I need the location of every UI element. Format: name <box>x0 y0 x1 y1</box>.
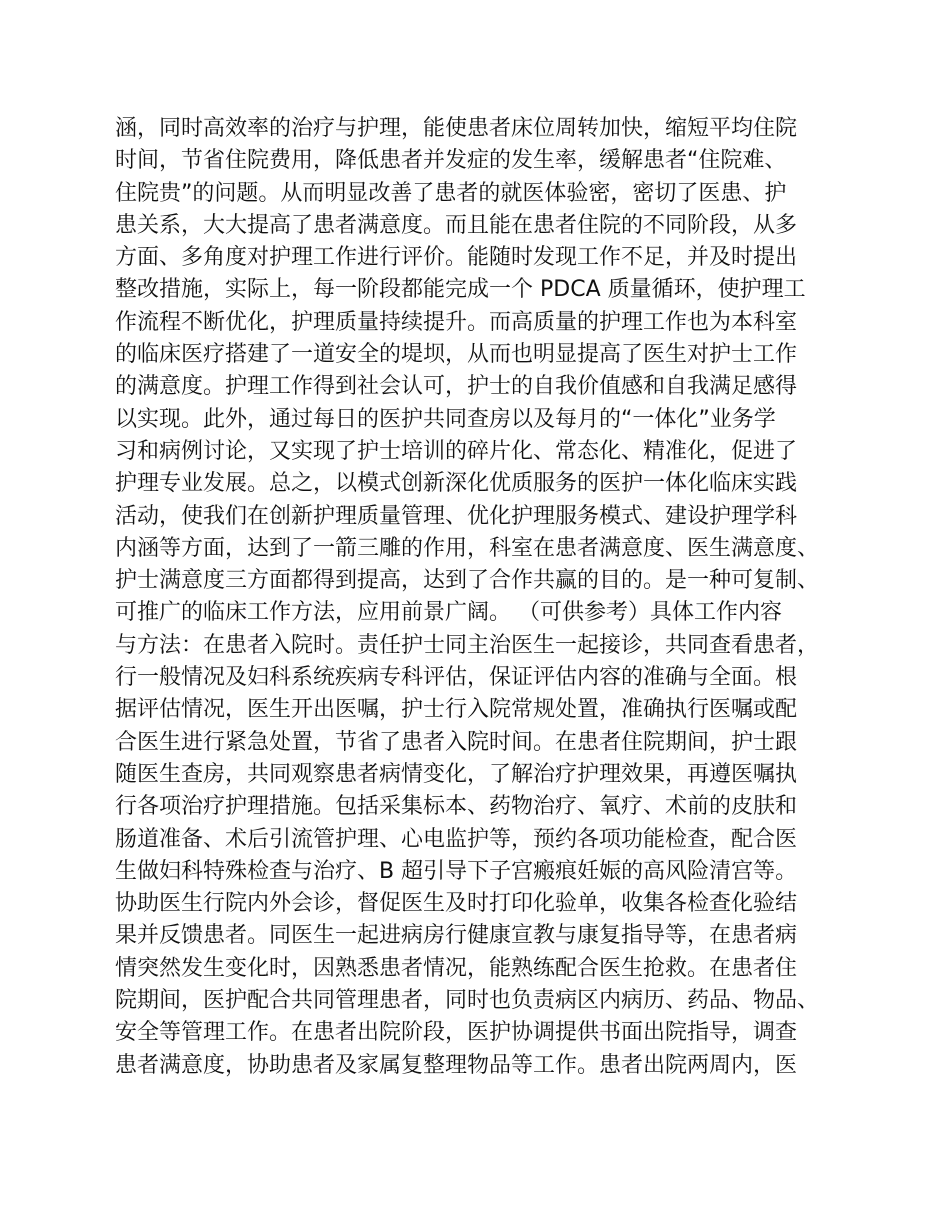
body-text <box>115 113 855 1082</box>
text-line: 肠道准备、术后引流管护理、心电监护等，预约各项功能检查，配合医 <box>115 826 798 852</box>
text-line: 患者满意度，协助患者及家属复整理物品等工作。患者出院两周内，医 <box>115 1052 798 1078</box>
text-line: 院期间，医护配合共同管理患者，同时也负责病区内病历、药品、物品、 <box>115 988 820 1014</box>
text-line: 作流程不断优化，护理质量持续提升。而高质量的护理工作也为本科室 <box>115 309 798 335</box>
text-line: 与方法：在患者入院时。责任护士同主治医生一起接诊，共同查看患者， <box>115 632 820 658</box>
text-line: 护士满意度三方面都得到提高，达到了合作共赢的目的。是一种可复制、 <box>115 568 820 594</box>
text-line: 安全等管理工作。在患者出院阶段，医护协调提供书面出院指导，调查 <box>115 1020 798 1046</box>
text-line: 的临床医疗搭建了一道安全的堤坝，从而也明显提高了医生对护士工作 <box>115 342 798 368</box>
text-line: 可推广的临床工作方法，应用前景广阔。 （可供参考）具体工作内容 <box>115 600 782 626</box>
text-line: 生做妇科特殊检查与治疗、B 超引导下子宫瘢痕妊娠的高风险清宫等。 <box>115 858 798 884</box>
text-line: 果并反馈患者。同医生一起进病房行健康宣教与康复指导等，在患者病 <box>115 923 798 949</box>
text-line: 涵，同时高效率的治疗与护理，能使患者床位周转加快，缩短平均住院 <box>115 116 798 141</box>
text-line: 患关系，大大提高了患者满意度。而且能在患者住院的不同阶段，从多 <box>115 212 798 238</box>
text-line: 合医生进行紧急处置，节省了患者入院时间。在患者住院期间，护士跟 <box>115 729 798 755</box>
text-line: 护理专业发展。总之，以模式创新深化优质服务的医护一体化临床实践 <box>115 471 798 497</box>
text-line: 情突然发生变化时，因熟悉患者情况，能熟练配合医生抢救。在患者住 <box>115 955 798 981</box>
text-line: 内涵等方面，达到了一箭三雕的作用，科室在患者满意度、医生满意度、 <box>115 535 820 561</box>
text-line: 的满意度。护理工作得到社会认可，护士的自我价值感和自我满足感得 <box>115 374 798 400</box>
text-line: 整改措施，实际上，每一阶段都能完成一个 PDCA 质量循环，使护理工 <box>115 277 806 303</box>
text-line: 以实现。此外，通过每日的医护共同查房以及每月的“一体化”业务学 <box>115 406 776 432</box>
text-line: 行各项治疗护理措施。包括采集标本、药物治疗、氧疗、术前的皮肤和 <box>115 794 798 820</box>
text-line: 习和病例讨论，又实现了护士培训的碎片化、常态化、精准化，促进了 <box>115 438 798 464</box>
text-line: 协助医生行院内外会诊，督促医生及时打印化验单，收集各检查化验结 <box>115 891 798 917</box>
text-line: 据评估情况，医生开出医嘱，护士行入院常规处置，准确执行医嘱或配 <box>115 697 798 723</box>
text-line: 活动，使我们在创新护理质量管理、优化护理服务模式、建设护理学科 <box>115 503 798 529</box>
text-line: 行一般情况及妇科系统疾病专科评估，保证评估内容的准确与全面。根 <box>115 665 798 691</box>
text-line: 住院贵”的问题。从而明显改善了患者的就医体验密，密切了医患、护 <box>115 180 787 206</box>
text-line: 时间，节省住院费用，降低患者并发症的发生率，缓解患者“住院难、 <box>115 148 787 174</box>
text-line: 方面、多角度对护理工作进行评价。能随时发现工作不足，并及时提出 <box>115 245 798 271</box>
text-line: 随医生查房，共同观察患者病情变化，了解治疗护理效果，再遵医嘱执 <box>115 761 798 787</box>
